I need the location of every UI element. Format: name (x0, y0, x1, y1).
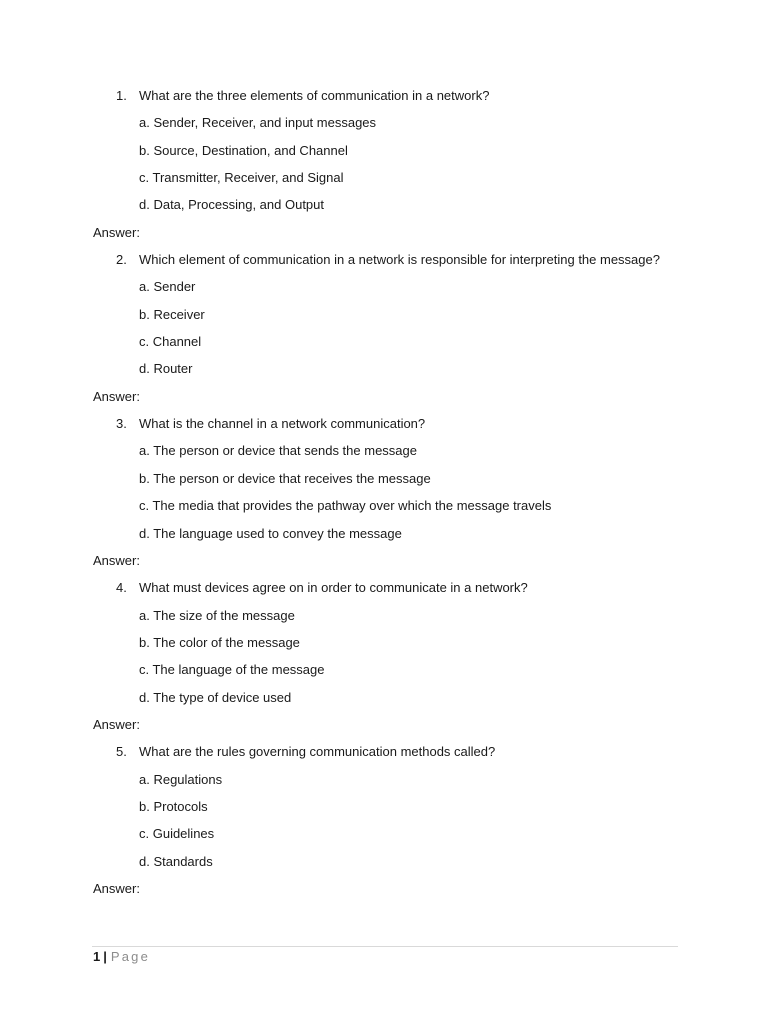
footer-divider (92, 946, 678, 947)
option-text: b. Receiver (139, 306, 205, 322)
option-row (0, 606, 768, 633)
page-number: 1 (93, 949, 101, 964)
answer-row (0, 551, 768, 578)
question-number: 1. (116, 88, 127, 103)
option-row (0, 524, 768, 551)
option-text: d. Data, Processing, and Output (139, 197, 324, 213)
question-block-1 (0, 86, 768, 250)
option-text: d. The type of device used (139, 689, 292, 705)
option-row (0, 277, 768, 304)
option-row (0, 770, 768, 797)
option-text: d. Router (139, 361, 193, 377)
option-row (0, 797, 768, 824)
option-text: a. The person or device that sends the message (139, 443, 417, 459)
option-text: d. The language used to convey the message (139, 525, 402, 541)
answer-row (0, 223, 768, 250)
answer-row (0, 387, 768, 414)
page-word: Page (110, 949, 151, 964)
question-list (0, 86, 768, 906)
option-text: c. Channel (139, 334, 202, 350)
question-row (0, 86, 768, 113)
answer-row (0, 879, 768, 906)
question-text: Which element of communication in a network is responsible for interpreting the message? (139, 252, 660, 268)
option-row (0, 359, 768, 386)
question-block-5 (0, 742, 768, 906)
answer-row (0, 715, 768, 742)
option-row (0, 195, 768, 222)
answer-label: Answer: (93, 388, 140, 404)
option-row (0, 496, 768, 523)
question-row (0, 414, 768, 441)
option-row (0, 168, 768, 195)
question-row (0, 250, 768, 277)
answer-label: Answer: (93, 880, 140, 896)
page-footer (93, 948, 150, 966)
option-text: d. Standards (139, 853, 213, 869)
option-row (0, 305, 768, 332)
option-row (0, 441, 768, 468)
question-number: 4. (116, 580, 127, 596)
option-text: a. The size of the message (139, 607, 295, 623)
option-text: b. The color of the message (139, 634, 300, 650)
option-row (0, 332, 768, 359)
option-text: c. The language of the message (139, 662, 325, 678)
option-text: c. Guidelines (139, 826, 215, 842)
question-block-2 (0, 250, 768, 414)
answer-label: Answer: (93, 716, 140, 732)
question-block-4 (0, 578, 768, 742)
option-row (0, 633, 768, 660)
question-text: What are the three elements of communication in a network? (139, 88, 490, 103)
option-row (0, 113, 768, 140)
option-row (0, 141, 768, 168)
question-text: What are the rules governing communication methods called? (139, 744, 496, 760)
option-text: b. The person or device that receives the message (139, 470, 431, 486)
question-row (0, 742, 768, 769)
option-row (0, 852, 768, 879)
option-row (0, 469, 768, 496)
question-text: What is the channel in a network communication? (139, 416, 426, 432)
question-text: What must devices agree on in order to communicate in a network? (139, 580, 528, 596)
option-text: b. Protocols (139, 798, 208, 814)
option-text: c. Transmitter, Receiver, and Signal (139, 170, 344, 186)
option-text: b. Source, Destination, and Channel (139, 142, 348, 158)
option-text: a. Sender (139, 279, 196, 295)
question-number: 2. (116, 252, 127, 268)
option-text: a. Sender, Receiver, and input messages (139, 115, 377, 131)
question-row (0, 578, 768, 605)
option-row (0, 660, 768, 687)
option-row (0, 824, 768, 851)
option-text: c. The media that provides the pathway over which the message travels (139, 498, 552, 514)
page-separator: | (103, 949, 107, 964)
question-number: 3. (116, 416, 127, 432)
answer-label: Answer: (93, 224, 140, 240)
question-number: 5. (116, 744, 127, 760)
question-block-3 (0, 414, 768, 578)
option-row (0, 688, 768, 715)
answer-label: Answer: (93, 552, 140, 568)
option-text: a. Regulations (139, 771, 223, 787)
